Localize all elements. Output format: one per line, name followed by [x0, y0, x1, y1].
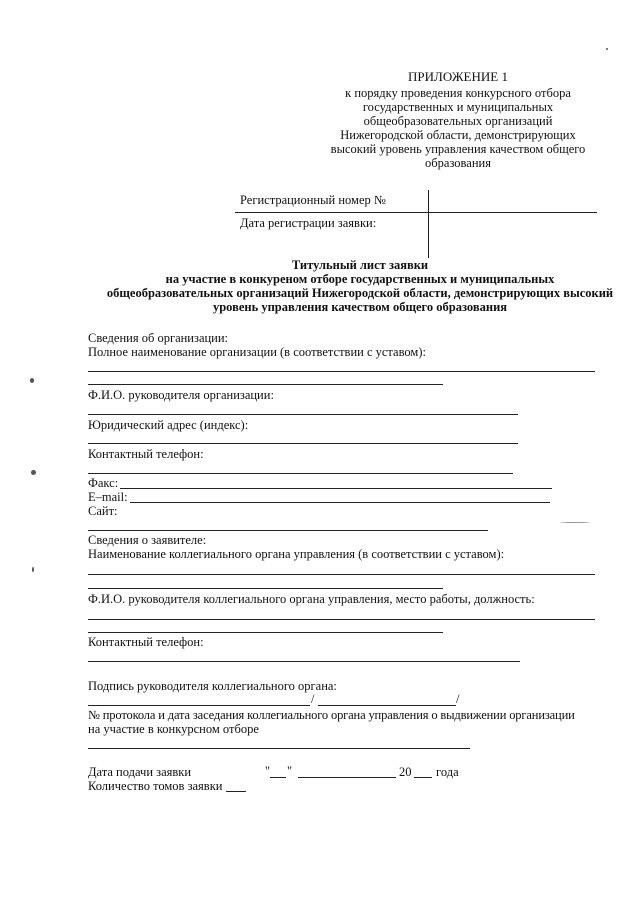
appendix-line: высокий уровень управления качеством общего	[330, 142, 586, 156]
signature-line-2[interactable]	[318, 705, 456, 706]
org-phone-label: Контактный телефон:	[88, 447, 204, 461]
registration-divider	[235, 212, 597, 213]
appendix-line: Нижегородской области, демонстрирующих	[340, 128, 576, 142]
protocol-label-line-1: № протокола и дата заседания коллегиального органа управления о выдвижении организации	[88, 708, 575, 722]
org-full-name-line[interactable]	[88, 371, 595, 372]
signature-slash-2: /	[456, 692, 460, 706]
volumes-line[interactable]	[226, 791, 246, 792]
org-head-name-line[interactable]	[88, 414, 518, 415]
org-phone-line[interactable]	[88, 473, 513, 474]
applicant-body-name-line-2[interactable]	[88, 588, 443, 589]
protocol-label-line-2: на участие в конкурсном отборе	[88, 722, 259, 736]
appendix-line: общеобразовательных организаций	[363, 114, 553, 128]
scan-speck	[30, 378, 34, 383]
org-head-name-label: Ф.И.О. руководителя организации:	[88, 388, 274, 402]
org-email-label: E–mail:	[88, 490, 128, 504]
org-full-name-line-2[interactable]	[88, 384, 443, 385]
submission-date-label: Дата подачи заявки	[88, 765, 192, 779]
appendix-title: ПРИЛОЖЕНИЕ 1	[408, 69, 508, 84]
submission-year-suffix: года	[436, 765, 459, 779]
applicant-head-line-2[interactable]	[88, 632, 443, 633]
applicant-body-name-label: Наименование коллегиального органа управления (в соответствии с уставом):	[88, 547, 505, 561]
heading-title: Титульный лист заявки	[291, 258, 429, 272]
registration-date-label: Дата регистрации заявки:	[240, 216, 377, 230]
registration-number-label: Регистрационный номер №	[240, 193, 386, 207]
submission-quote-open: "	[265, 764, 271, 778]
signature-slash-1: /	[311, 692, 315, 706]
applicant-section-label: Сведения о заявителе:	[88, 533, 207, 547]
org-full-name-label: Полное наименование организации (в соответствии с уставом):	[88, 345, 426, 359]
heading-line: на участие в конкуреном отборе государственных и муниципальных	[165, 272, 555, 286]
applicant-body-name-line[interactable]	[88, 574, 595, 575]
submission-day-line[interactable]	[270, 777, 286, 778]
org-fax-line[interactable]	[120, 488, 552, 489]
heading-line: уровень управления качеством общего образования	[212, 300, 508, 314]
submission-year-line[interactable]	[414, 777, 432, 778]
appendix-line: образования	[425, 156, 491, 170]
scan-speck	[31, 470, 36, 475]
org-site-line[interactable]	[88, 530, 488, 531]
submission-year-prefix: 20	[399, 765, 412, 779]
heading-line: общеобразовательных организаций Нижегородской области, демонстрирующих высокий	[106, 286, 614, 300]
scan-speck	[32, 567, 34, 572]
appendix-line: государственных и муниципальных	[362, 100, 554, 114]
applicant-head-line[interactable]	[88, 619, 595, 620]
appendix-line: к порядку проведения конкурсного отбора	[345, 86, 571, 100]
org-email-line[interactable]	[130, 502, 550, 503]
org-section-label: Сведения об организации:	[88, 331, 229, 345]
org-address-label: Юридический адрес (индекс):	[88, 418, 249, 432]
protocol-line[interactable]	[88, 748, 470, 749]
org-site-label: Сайт:	[88, 504, 118, 518]
scan-speck	[606, 48, 608, 50]
registration-vertical-rule	[428, 190, 429, 258]
applicant-signature-label: Подпись руководителя коллегиального органа:	[88, 679, 337, 693]
signature-line-1[interactable]	[88, 705, 310, 706]
volumes-label: Количество томов заявки	[88, 779, 223, 793]
submission-quote-close: "	[287, 764, 293, 778]
submission-month-line[interactable]	[298, 777, 396, 778]
applicant-head-label: Ф.И.О. руководителя коллегиального органа управления, место работы, должность:	[88, 592, 535, 606]
org-fax-label: Факс:	[88, 476, 119, 490]
applicant-phone-line[interactable]	[88, 661, 520, 662]
org-address-line[interactable]	[88, 443, 518, 444]
applicant-phone-label: Контактный телефон:	[88, 635, 204, 649]
scan-speck	[560, 522, 590, 523]
